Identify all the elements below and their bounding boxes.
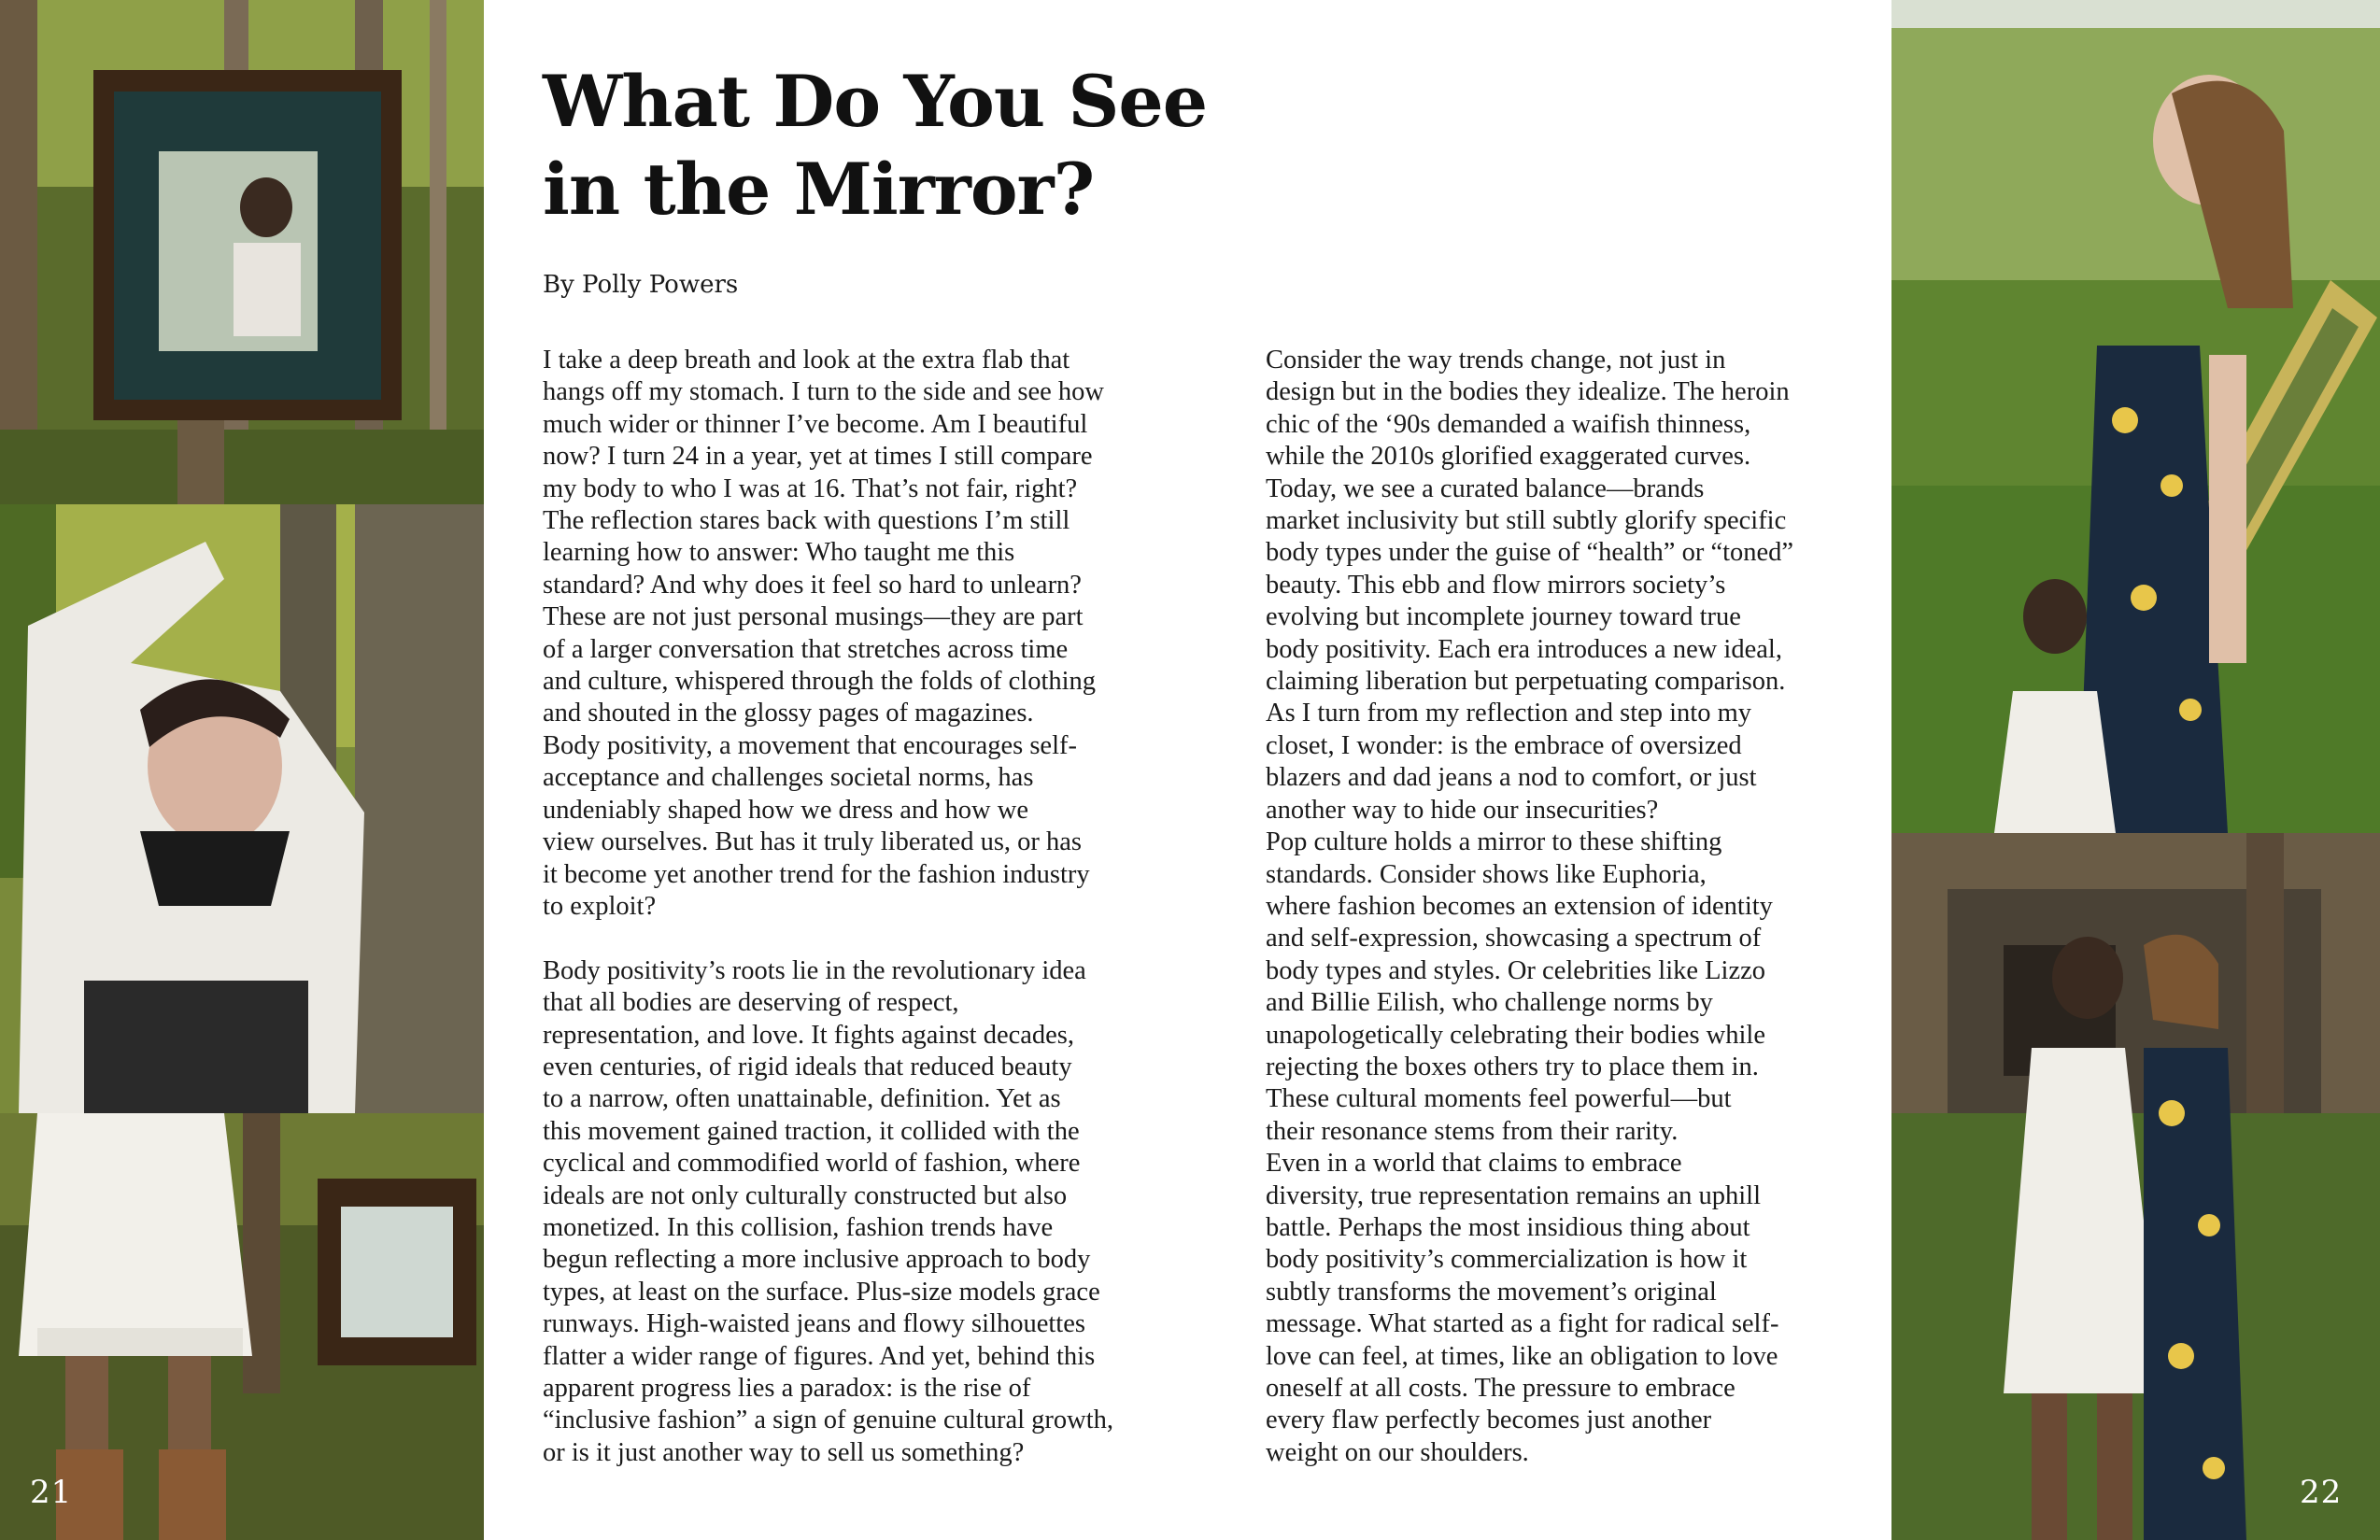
text-line: acceptance and challenges societal norms, has [543,763,1034,793]
text-line: Body positivity, a movement that encourages self- [543,730,1077,760]
text-line: design but in the bodies they idealize. The heroin [1266,377,1790,407]
article-column-right [1266,345,1863,1469]
text-line: and culture, whispered through the folds of clothing [543,667,1097,697]
photo-woman-in-framed-mirror [0,0,484,504]
text-line: my body to who I was at 16. That’s not fair, right? [543,473,1078,503]
text-line: market inclusivity but still subtly glorify specific [1266,506,1787,536]
title-line: in the Mirror? [543,148,1095,231]
text-line: that all bodies are deserving of respect, [543,988,959,1018]
text-line: love can feel, at times, like an obligation to love [1266,1341,1778,1371]
text-line: flatter a wider range of figures. And yet, behind this [543,1341,1096,1371]
text-line: These are not just personal musings—they are part [543,602,1084,632]
text-line: another way to hide our insecurities? [1266,795,1659,825]
text-line: where fashion becomes an extension of identity [1266,891,1773,921]
text-line: battle. Perhaps the most insidious thing about [1266,1212,1750,1242]
text-line: undeniably shaped how we dress and how we [543,795,1028,825]
text-line: standard? And why does it feel so hard to unlearn? [543,570,1082,600]
text-line: claiming liberation but perpetuating comparison. [1266,667,1786,697]
text-line: rejecting the boxes others try to place them in. [1266,1052,1759,1081]
text-line: Consider the way trends change, not just in [1266,346,1726,374]
text-line: and self-expression, showcasing a spectrum of [1266,924,1762,954]
text-line: of a larger conversation that stretches across time [543,634,1069,664]
text-line: “inclusive fashion” a sign of genuine cultural growth, [543,1406,1113,1435]
text-line: apparent progress lies a paradox: is the rise of [543,1373,1031,1403]
text-line: types, at least on the surface. Plus-size models grace [543,1277,1100,1307]
text-line: chic of the ‘90s demanded a waifish thinness, [1266,409,1751,439]
photo-two-women-by-shed [1891,833,2380,1540]
text-line: cyclical and commodified world of fashion, where [543,1149,1081,1179]
text-line: I take a deep breath and look at the extra flab that [543,346,1070,374]
article-title [543,58,1383,233]
text-line: monetized. In this collision, fashion trends have [543,1212,1054,1242]
text-line: beauty. This ebb and flow mirrors society’s [1266,570,1726,600]
text-line: every flaw perfectly becomes just another [1266,1406,1712,1435]
text-line: hangs off my stomach. I turn to the side and see how [543,377,1105,407]
text-line: it become yet another trend for the fashion industry [543,859,1090,889]
byline: By Polly Powers [543,271,739,299]
paragraph-gap [543,923,1140,954]
photo-woman-holding-mirror [1891,0,2380,833]
text-line: evolving but incomplete journey toward true [1266,602,1741,632]
text-line: and shouted in the glossy pages of magazines. [543,699,1034,728]
text-line: much wider or thinner I’ve become. Am I beautiful [543,409,1088,439]
text-line: Body positivity’s roots lie in the revolutionary idea [543,955,1086,985]
page-number-right: 22 [2300,1474,2343,1511]
article-column-left [543,345,1140,1469]
text-line: subtly transforms the movement’s original [1266,1277,1717,1307]
text-line: The reflection stares back with questions I’m still [543,506,1070,536]
title-line: What Do You See [543,60,1208,143]
text-line: Pop culture holds a mirror to these shifting [1266,827,1722,857]
text-line: representation, and love. It fights against decades, [543,1020,1075,1050]
text-line: their resonance stems from their rarity. [1266,1116,1679,1146]
text-line: to exploit? [543,891,657,921]
text-line: closet, I wonder: is the embrace of oversized [1266,730,1742,760]
text-line: standards. Consider shows like Euphoria, [1266,859,1707,889]
text-line: even centuries, of rigid ideals that reduced beauty [543,1052,1072,1081]
text-line: body types and styles. Or celebrities like Lizzo [1266,955,1766,985]
text-line: As I turn from my reflection and step into my [1266,699,1752,728]
text-line: Even in a world that claims to embrace [1266,1149,1682,1179]
text-line: message. What started as a fight for radical self- [1266,1309,1779,1339]
text-line: and Billie Eilish, who challenge norms by [1266,988,1713,1018]
text-line: runways. High-waisted jeans and flowy silhouettes [543,1309,1085,1339]
text-line: now? I turn 24 in a year, yet at times I still compare [543,442,1093,472]
text-line: this movement gained traction, it collided with the [543,1116,1080,1146]
text-line: body positivity. Each era introduces a new ideal, [1266,634,1782,664]
text-line: or is it just another way to sell us something? [543,1437,1025,1467]
text-line: while the 2010s glorified exaggerated curves. [1266,442,1751,472]
text-line: diversity, true representation remains an uphill [1266,1180,1761,1210]
page-number-left: 21 [30,1474,73,1511]
photo-woman-by-tree [0,504,484,1113]
text-line: begun reflecting a more inclusive approach to body [543,1245,1091,1275]
text-line: learning how to answer: Who taught me this [543,538,1015,568]
text-line: weight on our shoulders. [1266,1437,1529,1467]
text-line: view ourselves. But has it truly liberated us, or has [543,827,1083,857]
text-line: unapologetically celebrating their bodies while [1266,1020,1765,1050]
text-line: Today, we see a curated balance—brands [1266,473,1705,503]
text-line: body positivity’s commercialization is how it [1266,1245,1748,1275]
photo-white-skirt-and-boots [0,1113,484,1540]
text-line: to a narrow, often unattainable, definition. Yet as [543,1084,1061,1114]
text-line: ideals are not only culturally constructed but also [543,1180,1068,1210]
text-line: oneself at all costs. The pressure to embrace [1266,1374,1735,1403]
text-line: These cultural moments feel powerful—but [1266,1084,1732,1114]
text-line: blazers and dad jeans a nod to comfort, or just [1266,763,1757,793]
text-line: body types under the guise of “health” or “toned” [1266,538,1794,568]
